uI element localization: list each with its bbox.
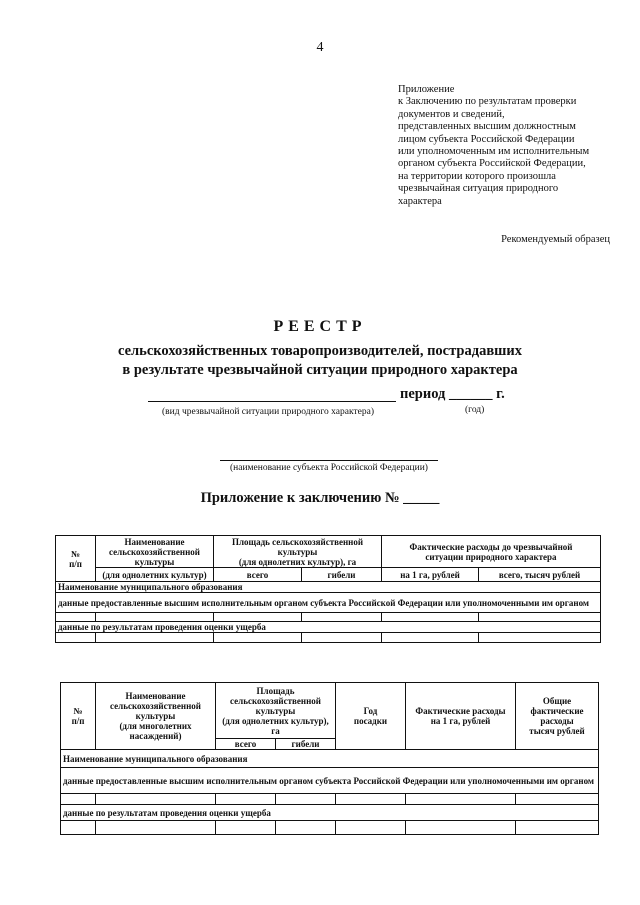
row-official-data: данные предоставленные высшим исполнительным органом субъекта Российской Федерации или уполномоченными им органом xyxy=(61,768,599,794)
appendix-note-line: к Заключению по результатам проверки xyxy=(398,96,577,108)
table-cell[interactable] xyxy=(96,821,216,835)
emergency-type-caption: (вид чрезвычайной ситуации природного характера) xyxy=(162,407,374,417)
header-costs: Фактические расходы до чрезвычайной ситуации природного характера xyxy=(382,536,601,568)
table-cell[interactable] xyxy=(216,821,276,835)
table-row xyxy=(56,613,601,622)
table-cell[interactable] xyxy=(276,794,336,805)
table-cell[interactable] xyxy=(336,794,406,805)
table-cell[interactable] xyxy=(96,613,214,622)
table-cell[interactable] xyxy=(56,633,96,643)
header-num: № п/п xyxy=(56,536,96,582)
appendix-note-line: на территории которого произошла xyxy=(398,170,556,182)
appendix-note-line: лицом субъекта Российской Федерации xyxy=(398,133,575,145)
table-cell[interactable] xyxy=(336,821,406,835)
header-area-lost: гибели xyxy=(276,739,336,750)
table-cell[interactable] xyxy=(516,821,599,835)
title-line-1: сельскохозяйственных товаропроизводителей, пострадавших xyxy=(117,343,522,359)
table-cell[interactable] xyxy=(302,613,382,622)
table-cell[interactable] xyxy=(56,613,96,622)
table-cell[interactable] xyxy=(61,794,96,805)
emergency-type-line xyxy=(148,401,396,402)
subject-name-caption: (наименование субъекта Российской Федерации) xyxy=(230,463,428,473)
document-title xyxy=(0,318,640,380)
attachment-line: Приложение к заключению № _____ xyxy=(200,490,440,506)
appendix-note xyxy=(398,84,623,208)
table-cell[interactable] xyxy=(61,821,96,835)
table-cell[interactable] xyxy=(216,794,276,805)
header-crop-name: Наименование сельскохозяйственной культуры xyxy=(96,536,214,568)
header-costs-per-ha: на 1 га, рублей xyxy=(382,568,479,582)
header-crop-name: Наименование сельскохозяйственной культуры (для многолетних насаждений) xyxy=(96,683,216,750)
appendix-note-line: чрезвычайная ситуация природного xyxy=(398,183,559,195)
registry-table-perennial xyxy=(60,682,599,835)
table-cell[interactable] xyxy=(96,633,214,643)
registry-table-annual xyxy=(55,535,601,643)
subject-name-line xyxy=(220,460,438,461)
appendix-note-line: документов и сведений, xyxy=(398,108,505,120)
appendix-note-line: Приложение xyxy=(398,84,455,95)
appendix-note-line: характера xyxy=(398,195,442,207)
title-line-2: в результате чрезвычайной ситуации природного характера xyxy=(122,362,518,378)
table-cell[interactable] xyxy=(214,613,302,622)
table-cell[interactable] xyxy=(516,794,599,805)
row-official-data: данные предоставленные высшим исполнительным органом субъекта Российской Федерации или уполномоченными им органом xyxy=(56,593,601,613)
table-cell[interactable] xyxy=(96,794,216,805)
table-cell[interactable] xyxy=(479,633,601,643)
header-costs-total: всего, тысяч рублей xyxy=(479,568,601,582)
row-municipal: Наименование муниципального образования xyxy=(56,582,601,593)
recommended-sample: Рекомендуемый образец xyxy=(501,234,610,245)
table-cell[interactable] xyxy=(406,821,516,835)
table-cell[interactable] xyxy=(214,633,302,643)
header-crop-name-sub: (для однолетних культур) xyxy=(96,568,214,582)
header-area-total: всего xyxy=(214,568,302,582)
reestr-heading: РЕЕСТР xyxy=(273,318,367,335)
header-area: Площадь сельскохозяйственной культуры (для однолетних культур), га xyxy=(216,683,336,739)
header-total-costs: Общие фактические расходы тысяч рублей xyxy=(516,683,599,750)
table-row xyxy=(61,821,599,835)
header-num: № п/п xyxy=(61,683,96,750)
row-assessment-data: данные по результатам проведения оценки ущерба xyxy=(61,805,599,821)
row-assessment-data: данные по результатам проведения оценки ущерба xyxy=(56,622,601,633)
table-cell[interactable] xyxy=(276,821,336,835)
header-costs: Фактические расходы на 1 га, рублей xyxy=(406,683,516,750)
table-row xyxy=(61,794,599,805)
appendix-note-line: или уполномоченным им исполнительным xyxy=(398,146,590,158)
header-area: Площадь сельскохозяйственной культуры (для однолетних культур), га xyxy=(214,536,382,568)
row-municipal: Наименование муниципального образования xyxy=(61,750,599,768)
table-cell[interactable] xyxy=(302,633,382,643)
header-area-lost: гибели xyxy=(302,568,382,582)
table-cell[interactable] xyxy=(479,613,601,622)
page-number: 4 xyxy=(316,40,324,55)
table-cell[interactable] xyxy=(382,633,479,643)
year-caption: (год) xyxy=(465,405,485,415)
appendix-note-line: органом субъекта Российской Федерации, xyxy=(398,158,586,170)
header-planting-year: Год посадки xyxy=(336,683,406,750)
header-area-total: всего xyxy=(216,739,276,750)
appendix-note-line: представленных высшим должностным xyxy=(398,121,576,133)
table-cell[interactable] xyxy=(406,794,516,805)
table-row xyxy=(56,633,601,643)
table-cell[interactable] xyxy=(382,613,479,622)
period-label: период ______ г. xyxy=(400,386,505,402)
